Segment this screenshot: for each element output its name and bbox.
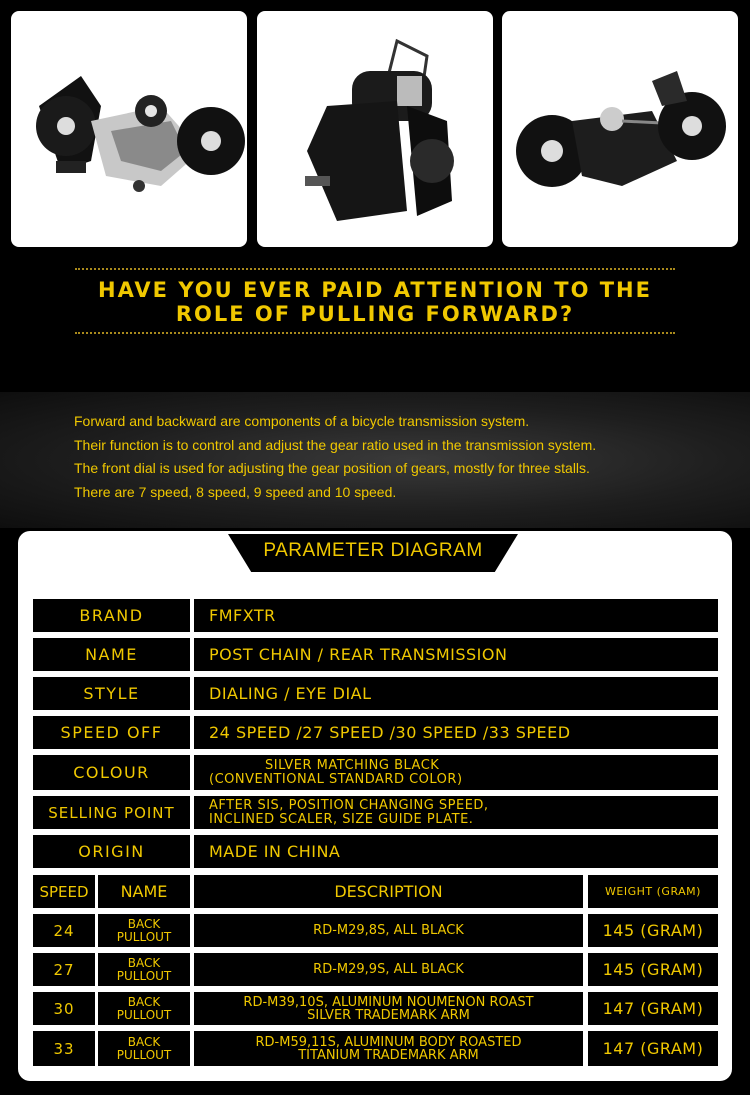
model-row-2-description-line-1: RD-M29,9S, ALL BLACK xyxy=(313,962,464,977)
model-row-1-weight: 145 (GRAM) xyxy=(588,914,718,947)
model-header-speed: SPEED xyxy=(33,875,95,908)
param-label-name: NAME xyxy=(33,638,190,671)
headline-line-2: ROLE OF PULLING FORWARD? xyxy=(175,302,575,326)
headline-divider-bottom xyxy=(75,332,675,334)
model-header-name: NAME xyxy=(98,875,190,908)
param-value-colour-line-1: SILVER MATCHING BLACK xyxy=(265,757,440,773)
model-row-3-name-line-2: PULLOUT xyxy=(116,1007,172,1022)
parameter-title: PARAMETER DIAGRAM xyxy=(263,540,483,561)
model-row-4-name-line-1: BACK xyxy=(127,1034,161,1049)
model-row-2-weight: 145 (GRAM) xyxy=(588,953,718,986)
model-row-2-name-line-1: BACK xyxy=(127,955,161,970)
model-row-4-description-line-2: TITANIUM TRADEMARK ARM xyxy=(298,1047,479,1063)
model-header-description: DESCRIPTION xyxy=(194,875,583,908)
model-row-3-name-line-1: BACK xyxy=(127,994,161,1009)
product-photo-top xyxy=(257,11,493,247)
headline-divider-top xyxy=(75,268,675,270)
derailleur-top-image xyxy=(257,11,493,247)
model-row-1-description-line-1: RD-M29,8S, ALL BLACK xyxy=(313,923,464,938)
model-row-3-description-line-1: RD-M39,10S, ALUMINUM NOUMENON ROAST xyxy=(243,994,534,1010)
param-value-colour xyxy=(194,755,718,790)
param-value-origin: MADE IN CHINA xyxy=(194,835,718,868)
param-value-brand: FMFXTR xyxy=(194,599,718,632)
param-label-colour: COLOUR xyxy=(33,755,190,790)
derailleur-back-image xyxy=(502,11,738,247)
headline xyxy=(0,278,750,326)
param-value-name: POST CHAIN / REAR TRANSMISSION xyxy=(194,638,718,671)
model-row-3-speed: 30 xyxy=(33,992,95,1025)
model-row-4-weight: 147 (GRAM) xyxy=(588,1031,718,1066)
model-row-2-name xyxy=(98,953,190,986)
derailleur-side-image xyxy=(11,11,247,247)
param-label-brand: BRAND xyxy=(33,599,190,632)
model-row-2-description xyxy=(194,953,583,986)
description-line-1: Forward and backward are components of a bicycle transmission system. xyxy=(74,413,530,429)
param-value-selling-point xyxy=(194,796,718,829)
model-row-4-name-line-2: PULLOUT xyxy=(116,1047,172,1062)
param-value-colour-line-2: (CONVENTIONAL STANDARD COLOR) xyxy=(209,771,463,787)
product-photo-side xyxy=(11,11,247,247)
description-line-3: The front dial is used for adjusting the gear position of gears, mostly for three stalls. xyxy=(74,460,590,476)
model-row-3-weight: 147 (GRAM) xyxy=(588,992,718,1025)
model-row-3-description-line-2: SILVER TRADEMARK ARM xyxy=(307,1007,470,1023)
param-label-speed-off: SPEED OFF xyxy=(33,716,190,749)
description-line-4: There are 7 speed, 8 speed, 9 speed and 10 speed. xyxy=(74,484,397,500)
param-value-selling-point-line-1: AFTER SIS, POSITION CHANGING SPEED, xyxy=(209,797,489,813)
model-row-1-name-line-1: BACK xyxy=(127,916,161,931)
param-label-style: STYLE xyxy=(33,677,190,710)
param-value-style: DIALING / EYE DIAL xyxy=(194,677,718,710)
model-row-4-description-line-1: RD-M59,11S, ALUMINUM BODY ROASTED xyxy=(255,1034,522,1050)
headline-line-1: HAVE YOU EVER PAID ATTENTION TO THE xyxy=(98,278,652,302)
model-row-3-name xyxy=(98,992,190,1025)
model-row-1-description xyxy=(194,914,583,947)
model-row-1-name xyxy=(98,914,190,947)
description-line-2: Their function is to control and adjust the gear ratio used in the transmission system. xyxy=(74,437,597,453)
model-row-1-speed: 24 xyxy=(33,914,95,947)
param-label-selling-point: SELLING POINT xyxy=(33,796,190,829)
model-row-4-description xyxy=(194,1031,583,1066)
param-value-speed-off: 24 SPEED /27 SPEED /30 SPEED /33 SPEED xyxy=(194,716,718,749)
param-label-origin: ORIGIN xyxy=(33,835,190,868)
model-row-4-speed: 33 xyxy=(33,1031,95,1066)
model-row-3-description xyxy=(194,992,583,1025)
model-row-2-speed: 27 xyxy=(33,953,95,986)
product-photo-back xyxy=(502,11,738,247)
param-value-selling-point-line-2: INCLINED SCALER, SIZE GUIDE PLATE. xyxy=(209,811,474,827)
model-header-weight: WEIGHT (GRAM) xyxy=(588,875,718,908)
model-row-2-name-line-2: PULLOUT xyxy=(116,968,172,983)
model-row-4-name xyxy=(98,1031,190,1066)
model-row-1-name-line-2: PULLOUT xyxy=(116,929,172,944)
